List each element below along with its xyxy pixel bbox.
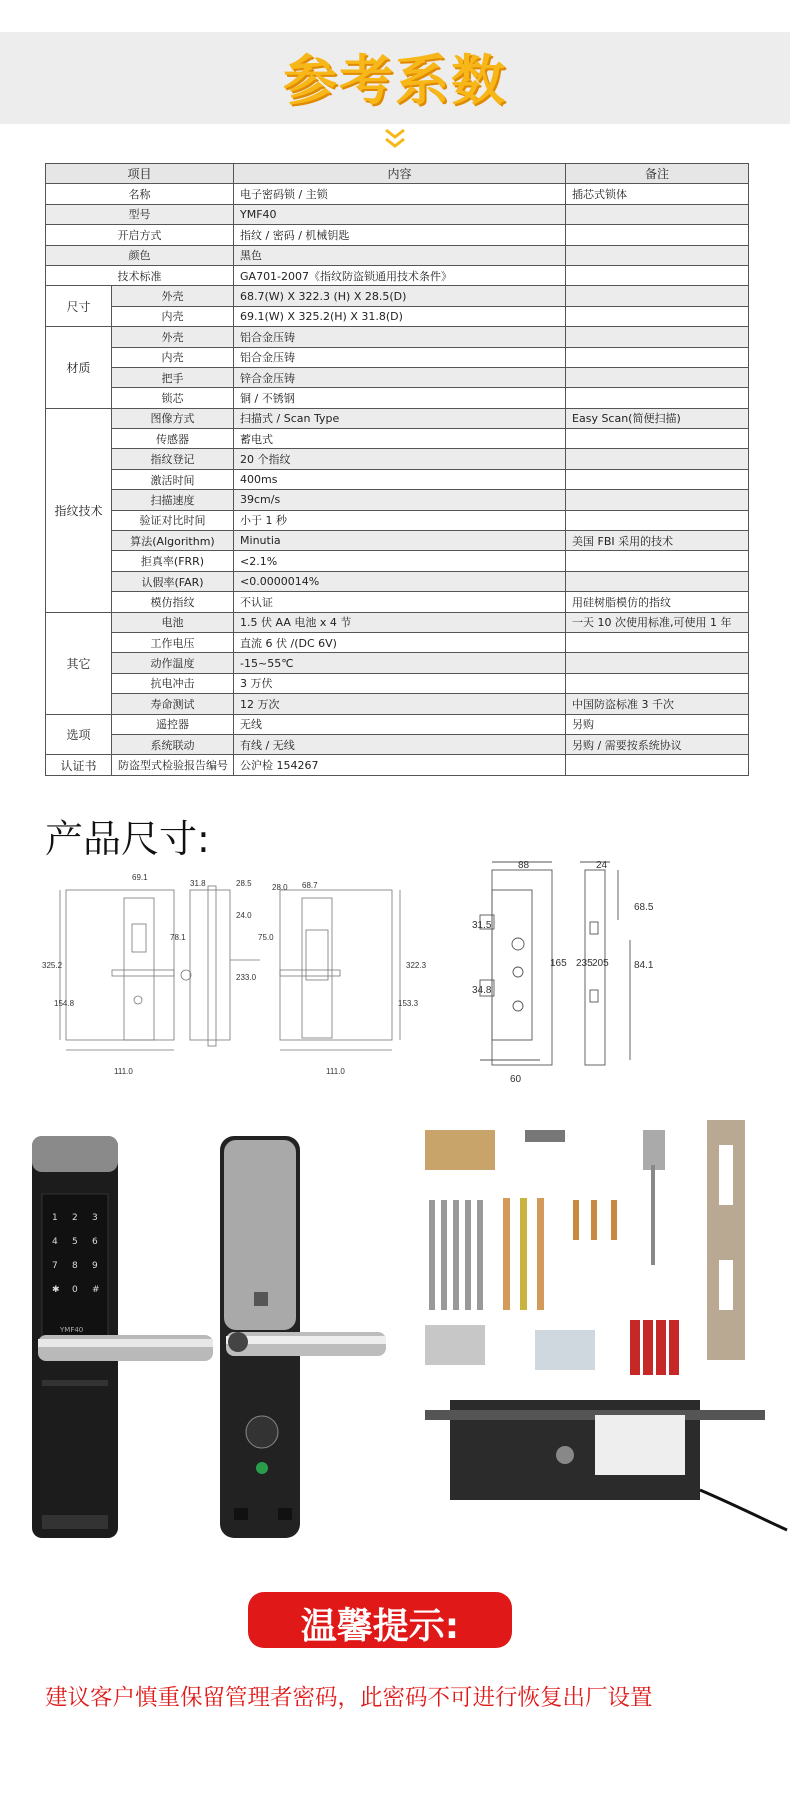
cell-content: 直流 6 伏 /(DC 6V) xyxy=(234,632,566,652)
dimension-label: 235 xyxy=(576,958,593,969)
table-row xyxy=(46,327,749,347)
keypad-key: 7 xyxy=(52,1261,58,1271)
cell-item: 型号 xyxy=(46,204,234,224)
keypad-key: 3 xyxy=(92,1213,98,1223)
cell-item: 传感器 xyxy=(112,429,234,449)
table-row xyxy=(46,632,749,652)
dimension-label: 88 xyxy=(518,860,530,871)
table-row xyxy=(46,592,749,612)
cell-content: 68.7(W) X 322.3 (H) X 28.5(D) xyxy=(234,286,566,306)
cell-note xyxy=(566,347,749,367)
dimension-label: 69.1 xyxy=(132,873,148,882)
cell-content: -15~55℃ xyxy=(234,653,566,673)
cell-item: 认假率(FAR) xyxy=(112,571,234,591)
table-row xyxy=(46,551,749,571)
cell-note xyxy=(566,245,749,265)
accessories-photo xyxy=(415,1110,790,1550)
keypad-key: # xyxy=(92,1285,100,1295)
dimension-label: 78.1 xyxy=(170,933,186,942)
dimension-label: 75.0 xyxy=(258,933,274,942)
keys-photo xyxy=(425,1325,595,1370)
table-row xyxy=(46,225,749,245)
table-row xyxy=(46,265,749,285)
model-label: YMF40 xyxy=(60,1326,84,1334)
cell-item: 技术标准 xyxy=(46,265,234,285)
cell-item: 模仿指纹 xyxy=(112,592,234,612)
table-row xyxy=(46,694,749,714)
dimension-label: 24 xyxy=(596,860,608,871)
dimension-label: 31.5 xyxy=(472,920,492,931)
cell-group: 尺寸 xyxy=(46,286,112,327)
table-row xyxy=(46,347,749,367)
table-row xyxy=(46,306,749,326)
table-row xyxy=(46,286,749,306)
cell-item: 外壳 xyxy=(112,286,234,306)
keypad-key: 2 xyxy=(72,1213,78,1223)
cell-content: 铜 / 不锈钢 xyxy=(234,388,566,408)
cell-item: 名称 xyxy=(46,184,234,204)
cell-content: <0.0000014% xyxy=(234,571,566,591)
cell-content: 有线 / 无线 xyxy=(234,734,566,754)
keypad-key: 6 xyxy=(92,1237,98,1247)
side-view-drawing xyxy=(181,886,260,1046)
cell-note xyxy=(566,490,749,510)
cell-note: Easy Scan(简便扫描) xyxy=(566,408,749,428)
cell-item: 锁芯 xyxy=(112,388,234,408)
mortise-photo xyxy=(425,1400,787,1530)
cell-group: 认证书 xyxy=(46,755,112,775)
batteries-photo xyxy=(630,1320,679,1375)
table-row xyxy=(46,367,749,387)
cell-group: 选项 xyxy=(46,714,112,755)
cell-note xyxy=(566,632,749,652)
cell-note: 美国 FBI 采用的技术 xyxy=(566,531,749,551)
dimension-label: 233.0 xyxy=(236,973,257,982)
dimension-label: 24.0 xyxy=(236,911,252,920)
cell-note xyxy=(566,551,749,571)
cell-note xyxy=(566,286,749,306)
dimension-label: 153.3 xyxy=(398,999,419,1008)
cell-content: 铝合金压铸 xyxy=(234,347,566,367)
cell-item: 内壳 xyxy=(112,347,234,367)
cell-item: 拒真率(FRR) xyxy=(112,551,234,571)
tip-title: 温馨提示: xyxy=(300,1606,460,1647)
header-content: 内容 xyxy=(234,164,566,184)
cell-note xyxy=(566,367,749,387)
cell-item: 验证对比时间 xyxy=(112,510,234,530)
cell-item: 指纹登记 xyxy=(112,449,234,469)
keypad-key: 5 xyxy=(72,1237,78,1247)
dimension-title: 产品尺寸: xyxy=(45,817,210,861)
front-lock-photo xyxy=(32,1136,213,1538)
table-row xyxy=(46,653,749,673)
table-row xyxy=(46,429,749,449)
mortise-front-drawing xyxy=(480,862,552,1065)
dimension-label: 28.0 xyxy=(272,883,288,892)
cell-note: 中国防盗标准 3 千次 xyxy=(566,694,749,714)
cell-content: 69.1(W) X 325.2(H) X 31.8(D) xyxy=(234,306,566,326)
cell-content: 20 个指纹 xyxy=(234,449,566,469)
cell-content: 黑色 xyxy=(234,245,566,265)
cell-item: 算法(Algorithm) xyxy=(112,531,234,551)
header-title: 参考系数 xyxy=(283,49,507,112)
cell-group: 材质 xyxy=(46,327,112,409)
cell-content: 小于 1 秒 xyxy=(234,510,566,530)
cell-note: 用硅树脂模仿的指纹 xyxy=(566,592,749,612)
cell-note xyxy=(566,204,749,224)
cell-note xyxy=(566,449,749,469)
table-row xyxy=(46,408,749,428)
table-row xyxy=(46,245,749,265)
keypad-key: ✱ xyxy=(52,1285,60,1295)
cell-note xyxy=(566,469,749,489)
tip-text: 建议客户慎重保留管理者密码，此密码不可进行恢复出厂设置 xyxy=(45,1685,653,1711)
screws-photo xyxy=(425,1130,617,1310)
dimension-label: 84.1 xyxy=(634,960,654,971)
cell-item: 外壳 xyxy=(112,327,234,347)
dimension-drawings xyxy=(40,860,760,1085)
table-header-row xyxy=(46,164,749,184)
chevron-down-icon xyxy=(383,128,407,150)
cell-note xyxy=(566,327,749,347)
cell-content: 指纹 / 密码 / 机械钥匙 xyxy=(234,225,566,245)
spec-table xyxy=(45,163,749,776)
cell-content: 3 万伏 xyxy=(234,673,566,693)
spindle-photo xyxy=(643,1130,665,1265)
table-row xyxy=(46,510,749,530)
table-row xyxy=(46,388,749,408)
cell-note: 另购 xyxy=(566,714,749,734)
cell-content: Minutia xyxy=(234,531,566,551)
dimension-label: 34.8 xyxy=(472,985,492,996)
dimension-label: 165 xyxy=(550,958,567,969)
table-row xyxy=(46,469,749,489)
dimension-label: 325.2 xyxy=(42,961,63,970)
header-banner xyxy=(0,32,790,124)
cell-group: 其它 xyxy=(46,612,112,714)
cell-content: 公沪检 154267 xyxy=(234,755,566,775)
cell-content: 锌合金压铸 xyxy=(234,367,566,387)
cell-group: 指纹技术 xyxy=(46,408,112,612)
table-row xyxy=(46,531,749,551)
cell-content: 不认证 xyxy=(234,592,566,612)
cell-item: 扫描速度 xyxy=(112,490,234,510)
dimension-label: 111.0 xyxy=(326,1067,345,1076)
keypad-key: 9 xyxy=(92,1261,98,1271)
cell-content: <2.1% xyxy=(234,551,566,571)
cell-content: 1.5 伏 AA 电池 x 4 节 xyxy=(234,612,566,632)
back-lock-photo xyxy=(220,1136,386,1538)
dimension-label: 322.3 xyxy=(406,961,427,970)
cell-content: 400ms xyxy=(234,469,566,489)
back-view-drawing xyxy=(280,890,400,1050)
dimension-label: 28.5 xyxy=(236,879,252,888)
cell-note xyxy=(566,510,749,530)
dimension-label: 154.8 xyxy=(54,999,75,1008)
cell-item: 工作电压 xyxy=(112,632,234,652)
cell-item: 抗电冲击 xyxy=(112,673,234,693)
cell-note xyxy=(566,265,749,285)
dimension-label: 111.0 xyxy=(114,1067,133,1076)
cell-content: 蓄电式 xyxy=(234,429,566,449)
cell-item: 动作温度 xyxy=(112,653,234,673)
cell-content: 铝合金压铸 xyxy=(234,327,566,347)
dimension-label: 68.5 xyxy=(634,902,654,913)
cell-note: 一天 10 次使用标准,可使用 1 年 xyxy=(566,612,749,632)
keypad-key: 1 xyxy=(52,1213,58,1223)
cell-note: 插芯式锁体 xyxy=(566,184,749,204)
cell-note xyxy=(566,673,749,693)
keypad-key: 8 xyxy=(72,1261,78,1271)
cell-note xyxy=(566,306,749,326)
cell-item: 寿命测试 xyxy=(112,694,234,714)
table-row xyxy=(46,612,749,632)
dimension-label: 31.8 xyxy=(190,879,206,888)
cell-note xyxy=(566,653,749,673)
cell-note xyxy=(566,755,749,775)
table-row xyxy=(46,184,749,204)
header-note: 备注 xyxy=(566,164,749,184)
cell-item: 激活时间 xyxy=(112,469,234,489)
cell-item: 把手 xyxy=(112,367,234,387)
cell-item: 系统联动 xyxy=(112,734,234,754)
table-row xyxy=(46,714,749,734)
strike-plate-photo xyxy=(707,1120,745,1360)
table-row xyxy=(46,490,749,510)
cell-item: 颜色 xyxy=(46,245,234,265)
product-photo xyxy=(28,1110,398,1550)
cell-item: 图像方式 xyxy=(112,408,234,428)
cell-note: 另购 / 需要按系统协议 xyxy=(566,734,749,754)
keypad-key: 4 xyxy=(52,1237,58,1247)
front-view-drawing xyxy=(60,890,174,1050)
cell-content: 39cm/s xyxy=(234,490,566,510)
cell-note xyxy=(566,571,749,591)
dimension-label: 60 xyxy=(510,1074,522,1085)
cell-item: 防盗型式检验报告编号 xyxy=(112,755,234,775)
cell-content: 12 万次 xyxy=(234,694,566,714)
keypad-key: 0 xyxy=(72,1285,78,1295)
cell-note xyxy=(566,225,749,245)
cell-content: 电子密码锁 / 主锁 xyxy=(234,184,566,204)
table-row xyxy=(46,571,749,591)
dimension-label: 205 xyxy=(592,958,609,969)
cell-content: 无线 xyxy=(234,714,566,734)
dimension-label: 68.7 xyxy=(302,881,318,890)
cell-item: 电池 xyxy=(112,612,234,632)
cell-item: 内壳 xyxy=(112,306,234,326)
cell-content: YMF40 xyxy=(234,204,566,224)
table-row xyxy=(46,755,749,775)
table-row xyxy=(46,734,749,754)
table-row xyxy=(46,449,749,469)
header-item: 项目 xyxy=(46,164,234,184)
cell-item: 遥控器 xyxy=(112,714,234,734)
cell-content: GA701-2007《指纹防盗锁通用技术条件》 xyxy=(234,265,566,285)
cell-item: 开启方式 xyxy=(46,225,234,245)
cell-note xyxy=(566,388,749,408)
table-row xyxy=(46,204,749,224)
cell-content: 扫描式 / Scan Type xyxy=(234,408,566,428)
cell-note xyxy=(566,429,749,449)
table-row xyxy=(46,673,749,693)
